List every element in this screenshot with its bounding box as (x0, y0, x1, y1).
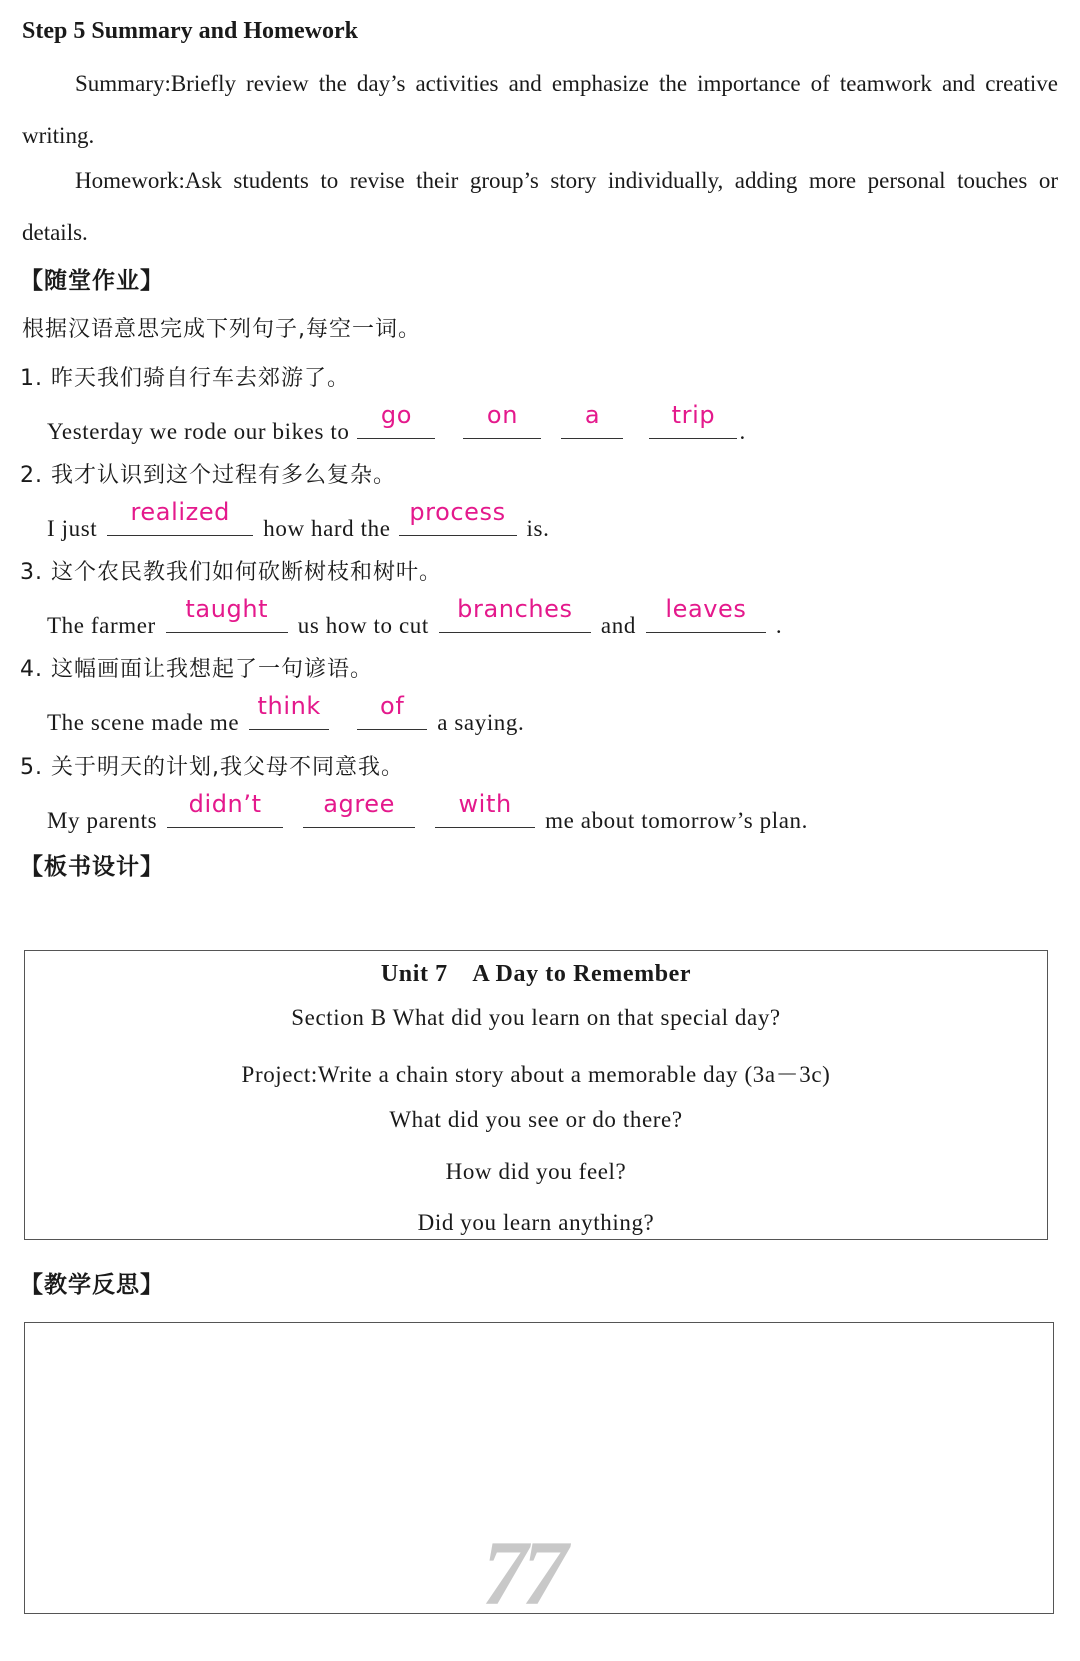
reflection-heading: 【教学反思】 (20, 1272, 164, 1298)
item-3-answer-2: branches (457, 595, 573, 623)
item-2-answer-1: realized (130, 498, 231, 526)
summary-paragraph: Summary:Briefly review the day’s activities and emphasize the importance of teamwork and creative writing. (22, 71, 1058, 148)
exercise-heading: 【随堂作业】 (20, 268, 164, 294)
item-1-answer-1: go (380, 401, 413, 429)
step-title: Step 5 Summary and Homework (22, 18, 359, 44)
board-box (24, 950, 1048, 1240)
item-2-blank-2 (399, 498, 517, 536)
board-line-3: What did you see or do there? (389, 1107, 683, 1132)
board-line-5: Did you learn anything? (417, 1210, 655, 1235)
item-3-blank-2 (439, 595, 591, 633)
item-1-text-a: Yesterday we rode our bikes to (47, 419, 350, 444)
item-1-text-b: . (739, 419, 746, 444)
item-3-text-c: and (600, 613, 636, 638)
item-2-chinese: 2. 我才认识到这个过程有多么复杂。 (20, 463, 396, 488)
item-5-chinese: 5. 关于明天的计划,我父母不同意我。 (20, 755, 404, 780)
exercise-instruction: 根据汉语意思完成下列句子,每空一词。 (22, 317, 421, 342)
board-line-1: Section B What did you learn on that special day? (291, 1005, 781, 1030)
homework-paragraph: Homework:Ask students to revise their group’s story individually, adding more personal touches or details. (22, 168, 1058, 245)
item-4-text-a: The scene made me (47, 710, 240, 735)
item-5-text-a: My parents (47, 808, 158, 833)
item-2-blank-1 (107, 498, 253, 536)
item-1-blank-1 (357, 401, 435, 439)
item-3-blank-3 (646, 595, 766, 633)
item-1-blank-3 (561, 401, 623, 439)
item-5-answer-3: with (458, 790, 512, 818)
item-2-sentence (47, 498, 550, 542)
item-4-text-b: a saying. (437, 710, 525, 735)
item-2-text-c: is. (526, 516, 550, 541)
item-5-blank-3 (435, 790, 535, 828)
page-number: 77 (482, 1522, 562, 1624)
item-5-sentence (47, 790, 808, 834)
item-5-text-b: me about tomorrow’s plan. (545, 808, 808, 833)
board-line-4: How did you feel? (445, 1159, 627, 1184)
item-1-blank-2 (463, 401, 541, 439)
item-4-answer-2: of (380, 692, 405, 720)
item-4-blank-2 (357, 692, 427, 730)
item-2-text-a: I just (47, 516, 98, 541)
item-5-answer-1: didn’t (188, 790, 262, 818)
item-4-blank-1 (249, 692, 329, 730)
item-3-text-d: . (775, 613, 783, 638)
item-5-answer-2: agree (323, 790, 396, 818)
item-1-blank-4 (649, 401, 737, 439)
item-1-sentence (47, 401, 746, 445)
item-3-blank-1 (166, 595, 288, 633)
item-4-chinese: 4. 这幅画面让我想起了一句谚语。 (20, 657, 373, 682)
item-3-chinese: 3. 这个农民教我们如何砍断树枝和树叶。 (20, 560, 442, 585)
item-1-answer-3: a (584, 401, 601, 429)
item-1-answer-4: trip (671, 401, 716, 429)
item-1-chinese: 1. 昨天我们骑自行车去郊游了。 (20, 366, 350, 391)
board-line-2: Project:Write a chain story about a memorable day (3a－3c) (241, 1062, 831, 1087)
item-3-sentence (47, 595, 783, 639)
item-2-text-b: how hard the (263, 516, 391, 541)
item-1-answer-2: on (486, 401, 519, 429)
item-3-text-b: us how to cut (297, 613, 429, 638)
item-5-blank-2 (303, 790, 415, 828)
item-2-answer-2: process (409, 498, 506, 526)
item-3-text-a: The farmer (47, 613, 156, 638)
item-3-answer-1: taught (185, 595, 269, 623)
board-heading: 【板书设计】 (20, 854, 164, 880)
item-4-answer-1: think (257, 692, 321, 720)
item-3-answer-3: leaves (665, 595, 747, 623)
board-title: Unit 7 A Day to Remember (380, 961, 692, 987)
item-4-sentence (47, 692, 525, 736)
item-5-blank-1 (167, 790, 283, 828)
